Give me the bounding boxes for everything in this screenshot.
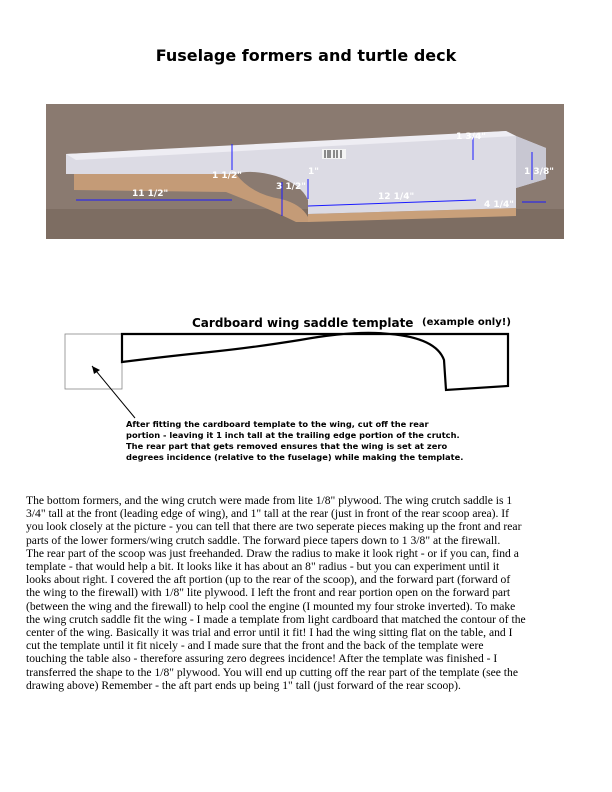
body-line: 3/4" tall at the front (leading edge of wing), and 1" tall at the rear (just in front of the rear scoop area). If — [26, 507, 510, 521]
body-paragraph — [26, 494, 589, 692]
body-line: template - that would help a bit. It looks like it has about an 8" radius - but you can experiment until it — [26, 560, 500, 574]
removed-portion — [65, 334, 122, 389]
body-line: parts of the lower formers/wing crutch saddle. The forward piece tapers down to 1 3/8" at the firewall. — [26, 533, 501, 547]
body-line: drawing above) Remember - the aft part ends up being 1" tall (just forward of the rear scoop). — [26, 678, 461, 692]
caption-line: degrees incidence (relative to the fuselage) while making the template. — [126, 452, 464, 462]
body-line: The rear part of the scoop was just freehanded. Draw the radius to make it look right - or if you can, find a — [26, 546, 519, 560]
body-line: cut the template until it fit nicely - and I made sure that the front and the back of the template were — [26, 639, 484, 653]
caption-line: The rear part that gets removed ensures that the wing is set at zero — [126, 441, 448, 451]
template-title: Cardboard wing saddle template — [192, 316, 414, 330]
body-line: touching the table also - therefore assuring zero degrees incidence! After the template was finished - I — [26, 652, 498, 666]
dim-rear-height: 1" — [308, 167, 319, 177]
dim-rear-length: 4 1/4" — [484, 200, 514, 210]
body-line: the wing to the firewall) with 1/8" lite plywood. I left the front and rear portion open on the forward part — [26, 586, 511, 600]
body-line: center of the wing. Basically it was trial and error until it fit! I had the wing sitting flat on the table, and I — [26, 626, 513, 640]
body-line: you look closely at the picture - you can tell that there are two seperate pieces making up the front and rear — [26, 520, 522, 534]
page-title: Fuselage formers and turtle deck — [155, 46, 457, 65]
template-drawing — [60, 310, 520, 472]
dim-left-length: 11 1/2" — [132, 189, 169, 199]
body-line: looks about right. I covered the aft portion (up to the rear of the scoop), and the forward part (forward of — [26, 573, 511, 587]
dim-turtle-height: 1 3/4" — [456, 132, 486, 142]
template-note: (example only!) — [422, 317, 511, 328]
caption-line: After fitting the cardboard template to the wing, cut off the rear — [126, 419, 429, 429]
body-line: The bottom formers, and the wing crutch were made from lite 1/8" plywood. The wing crutch saddle is 1 — [26, 494, 513, 507]
fuselage-photo — [46, 104, 564, 239]
dim-aft-height: 1 3/8" — [524, 167, 554, 177]
body-line: (between the wing and the firewall) to help cool the engine (I mounted my four stroke inverted). To make — [26, 599, 516, 613]
body-line: the wing crutch saddle fit the wing - I made a template from light cardboard that matched the contour of the — [26, 612, 526, 626]
template-outline — [122, 333, 508, 390]
dim-front-height: 1 1/2" — [212, 171, 242, 181]
caption-line: portion - leaving it 1 inch tall at the trailing edge portion of the crutch. — [126, 430, 460, 440]
pointer-arrow — [92, 366, 135, 418]
dim-saddle-length: 12 1/4" — [378, 192, 415, 202]
dim-saddle-depth: 3 1/2" — [276, 182, 306, 192]
body-line: transferred the shape to the 1/8" plywood. You will end up cutting off the rear part of the template (see the — [26, 665, 518, 679]
